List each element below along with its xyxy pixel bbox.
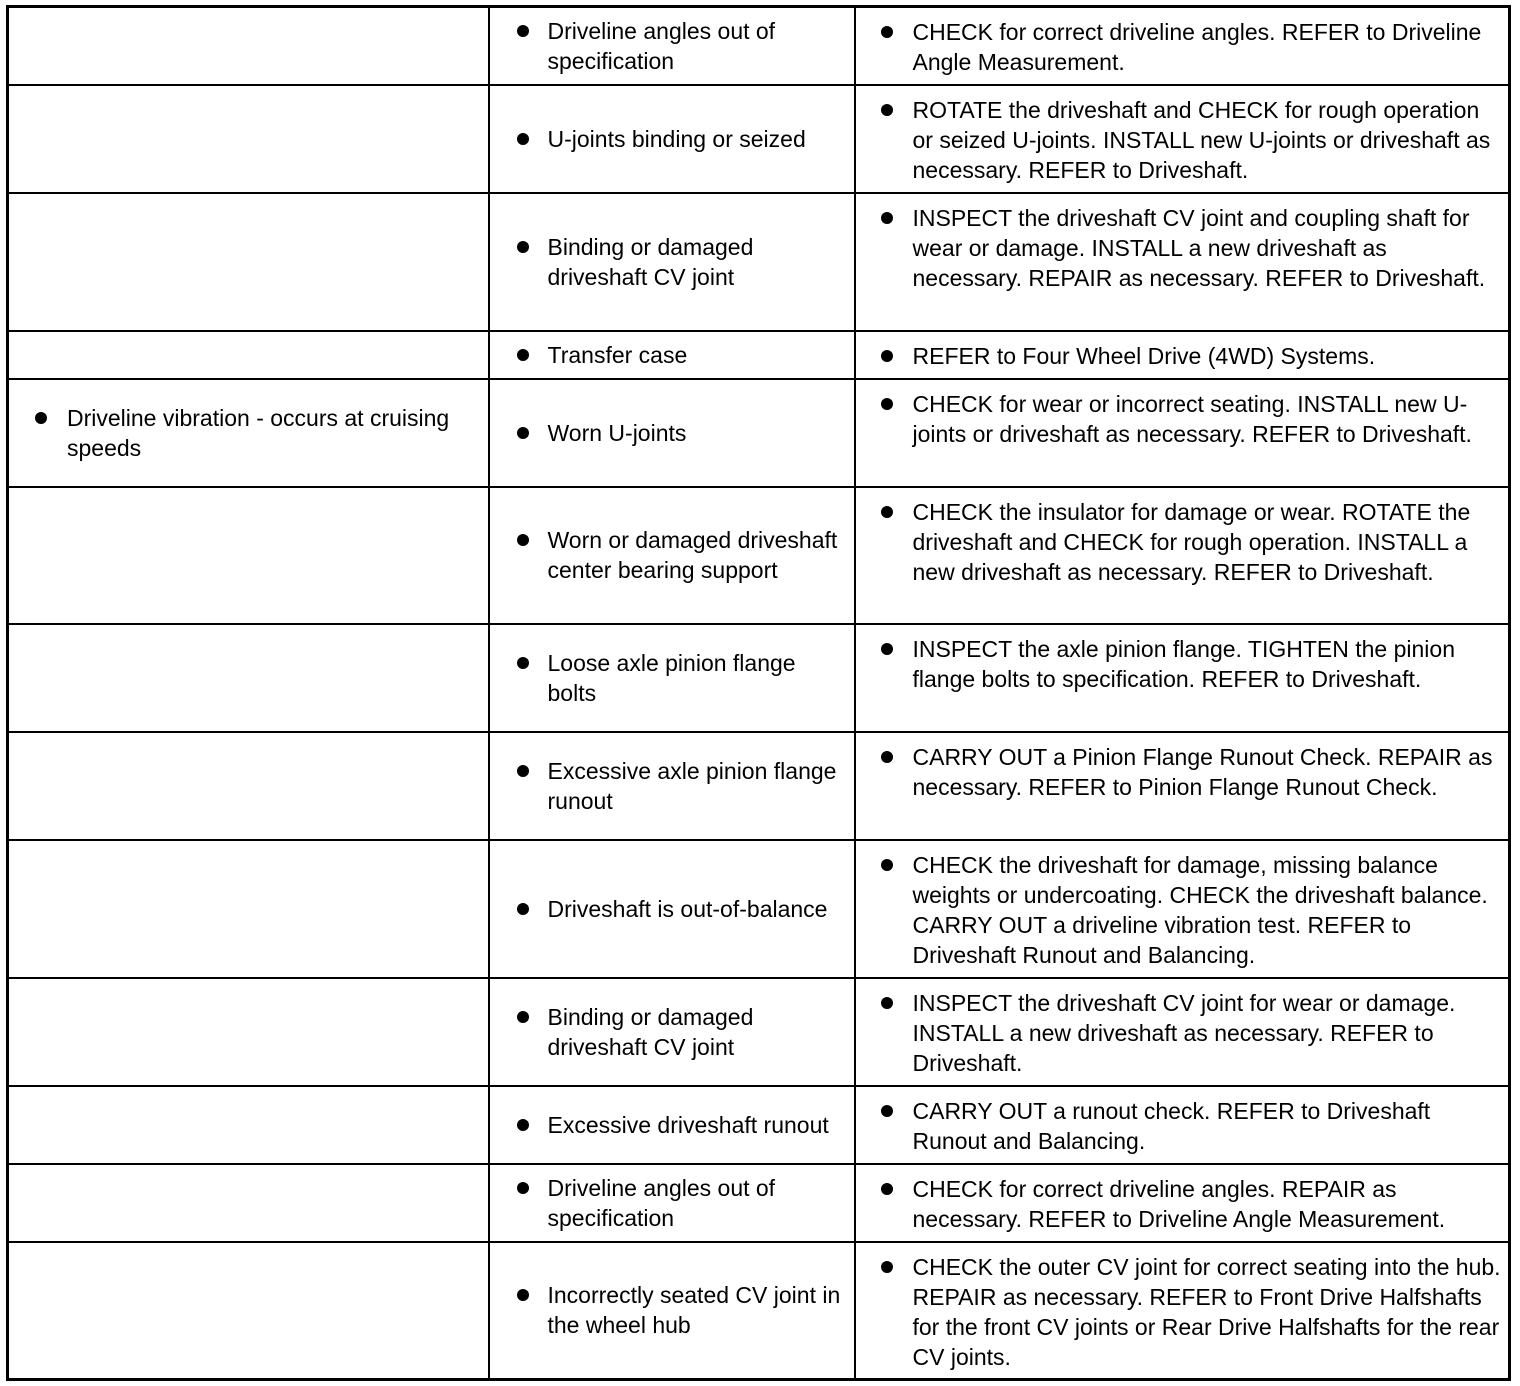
bullet-icon [517, 1289, 529, 1301]
cause-cell [489, 85, 855, 193]
action-text: CHECK for correct driveline angles. REFER to Driveline Angle Measurement. [912, 19, 1482, 75]
cause-text: Binding or damaged driveshaft CV joint [547, 233, 754, 290]
bullet-icon [517, 133, 529, 145]
bullet-icon [517, 903, 529, 915]
cause-cell [489, 978, 855, 1086]
symptom-cell [8, 1086, 489, 1164]
symptom-cell [8, 193, 489, 331]
cause-text: Excessive axle pinion flange runout [547, 757, 837, 814]
action-text: CARRY OUT a Pinion Flange Runout Check. REPAIR as necessary. REFER to Pinion Flange Runout Check. [912, 743, 1493, 800]
bullet-icon [517, 657, 529, 669]
cause-cell [489, 487, 855, 624]
cause-cell [489, 1164, 855, 1242]
cause-cell [489, 840, 855, 978]
diagnostic-table [6, 5, 1511, 1381]
action-cell [855, 732, 1510, 840]
action-text: CHECK the insulator for damage or wear. ROTATE the driveshaft and CHECK for rough operation. INSTALL a new driveshaft as necessary. REFER to Driveshaft. [912, 498, 1471, 585]
cause-text: Excessive driveshaft runout [547, 1111, 829, 1138]
symptom-cell [8, 487, 489, 624]
cause-text: Worn or damaged driveshaft center bearing support [547, 527, 838, 583]
bullet-icon [881, 212, 893, 224]
bullet-icon [881, 104, 893, 116]
cause-cell [489, 732, 855, 840]
action-cell [855, 840, 1510, 978]
table-row [8, 331, 1510, 379]
symptom-cell [8, 1242, 489, 1380]
action-text: INSPECT the axle pinion flange. TIGHTEN the pinion flange bolts to specification. REFER to Driveshaft. [912, 635, 1455, 692]
action-text: CHECK for wear or incorrect seating. INSTALL new U-joints or driveshaft as necessary. REFER to Driveshaft. [912, 390, 1472, 447]
cause-text: Driveline angles out of specification [547, 17, 776, 74]
cause-text: Driveline angles out of specification [547, 1174, 776, 1231]
table-row [8, 978, 1510, 1086]
action-text: INSPECT the driveshaft CV joint for wear or damage. INSTALL a new driveshaft as necessary. REFER to Driveshaft. [912, 989, 1456, 1076]
bullet-icon [881, 643, 893, 655]
symptom-cell [8, 85, 489, 193]
action-text: CHECK for correct driveline angles. REPAIR as necessary. REFER to Driveline Angle Measurement. [912, 1175, 1446, 1232]
action-text: CARRY OUT a runout check. REFER to Driveshaft Runout and Balancing. [912, 1097, 1431, 1154]
cause-text: Driveshaft is out-of-balance [547, 895, 828, 922]
cause-cell [489, 331, 855, 379]
symptom-cell [8, 732, 489, 840]
bullet-icon [517, 25, 529, 37]
cause-cell [489, 1242, 855, 1380]
table-row [8, 7, 1510, 85]
symptom-text: Driveline vibration - occurs at cruising speeds [67, 404, 450, 461]
table-row [8, 487, 1510, 624]
table-row [8, 1164, 1510, 1242]
cause-text: Incorrectly seated CV joint in the wheel hub [547, 1282, 841, 1339]
action-cell [855, 379, 1510, 487]
table-row [8, 193, 1510, 331]
bullet-icon [517, 765, 529, 777]
table-row [8, 1242, 1510, 1380]
bullet-icon [881, 398, 893, 410]
action-cell [855, 331, 1510, 379]
action-cell [855, 85, 1510, 193]
table-row [8, 732, 1510, 840]
bullet-icon [517, 534, 529, 546]
action-text: CHECK the outer CV joint for correct seating into the hub. REPAIR as necessary. REFER to Front Drive Halfshafts for the front CV joints or Rear Drive Halfshafts for the rear CV joints. [912, 1253, 1501, 1370]
bullet-icon [517, 1119, 529, 1131]
bullet-icon [881, 26, 893, 38]
symptom-cell [8, 7, 489, 85]
bullet-icon [881, 751, 893, 763]
cause-cell [489, 379, 855, 487]
symptom-cell [8, 978, 489, 1086]
table-row [8, 379, 1510, 487]
cause-text: U-joints binding or seized [547, 125, 806, 152]
cause-text: Binding or damaged driveshaft CV joint [547, 1003, 754, 1060]
cause-cell [489, 624, 855, 732]
bullet-icon [881, 1183, 893, 1195]
bullet-icon [517, 427, 529, 439]
action-cell [855, 1086, 1510, 1164]
bullet-icon [881, 350, 893, 362]
bullet-icon [517, 1011, 529, 1023]
bullet-icon [881, 859, 893, 871]
action-cell [855, 1242, 1510, 1380]
cause-cell [489, 7, 855, 85]
bullet-icon [881, 1105, 893, 1117]
cause-cell [489, 1086, 855, 1164]
symptom-cell [8, 331, 489, 379]
action-text: ROTATE the driveshaft and CHECK for rough operation or seized U-joints. INSTALL new U-joints or driveshaft as necessary. REFER to Driveshaft. [912, 96, 1491, 183]
bullet-icon [881, 1261, 893, 1273]
symptom-cell [8, 624, 489, 732]
bullet-icon [517, 1182, 529, 1194]
table-row [8, 85, 1510, 193]
action-cell [855, 7, 1510, 85]
bullet-icon [517, 241, 529, 253]
cause-text: Worn U-joints [547, 419, 687, 446]
symptom-cell [8, 379, 489, 487]
cause-text: Loose axle pinion flange bolts [547, 649, 796, 706]
cause-text: Transfer case [547, 341, 688, 368]
action-cell [855, 978, 1510, 1086]
action-text: REFER to Four Wheel Drive (4WD) Systems. [912, 342, 1376, 369]
cause-cell [489, 193, 855, 331]
action-text: CHECK the driveshaft for damage, missing balance weights or undercoating. CHECK the driveshaft balance. CARRY OUT a driveline vibration test. REFER to Driveshaft Runout and Balancing. [912, 851, 1488, 968]
symptom-cell [8, 1164, 489, 1242]
symptom-cell [8, 840, 489, 978]
action-cell [855, 1164, 1510, 1242]
bullet-icon [881, 997, 893, 1009]
action-cell [855, 624, 1510, 732]
table-row [8, 624, 1510, 732]
bullet-icon [881, 506, 893, 518]
table-row [8, 840, 1510, 978]
action-text: INSPECT the driveshaft CV joint and coupling shaft for wear or damage. INSTALL a new driveshaft as necessary. REPAIR as necessary. REFER to Driveshaft. [912, 204, 1486, 291]
bullet-icon [35, 412, 47, 424]
bullet-icon [517, 349, 529, 361]
action-cell [855, 487, 1510, 624]
table-row [8, 1086, 1510, 1164]
action-cell [855, 193, 1510, 331]
